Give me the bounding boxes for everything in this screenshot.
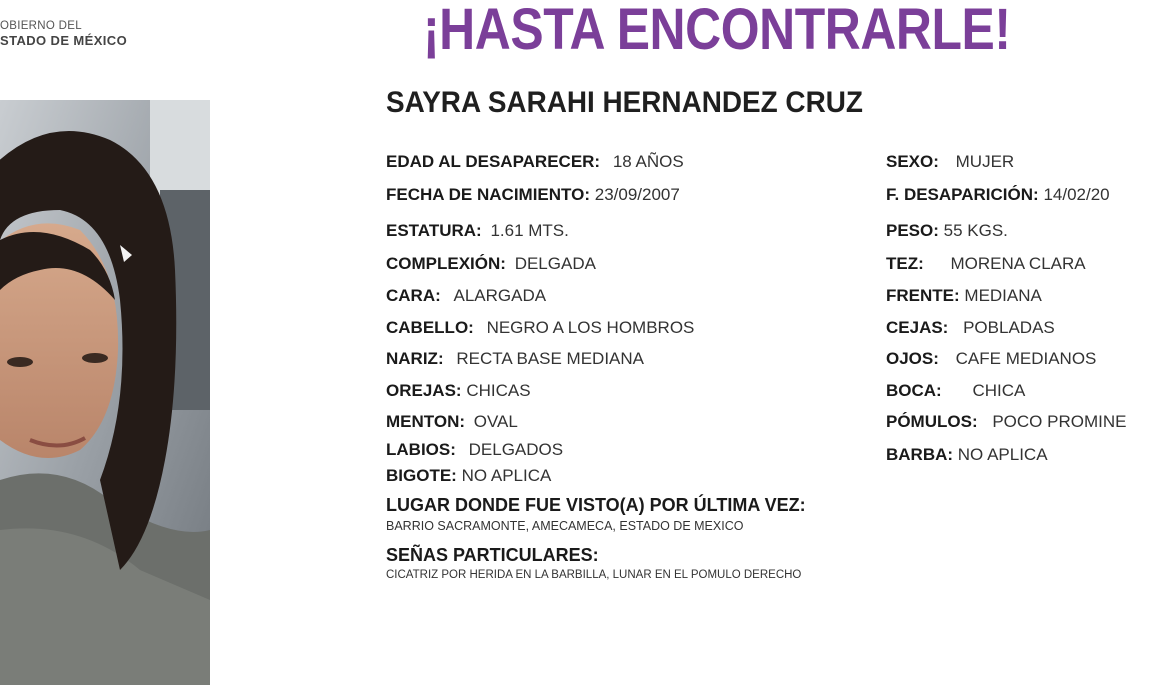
field-complexion (386, 254, 596, 274)
field-label: BIGOTE: (386, 466, 457, 485)
field-value: ALARGADA (453, 286, 547, 305)
field-cabello (386, 318, 694, 338)
field-value: POBLADAS (963, 318, 1055, 337)
field-label: BARBA: (886, 445, 954, 464)
field-value: CHICAS (466, 381, 531, 400)
field-label: ESTATURA: (386, 221, 482, 240)
field-label: BOCA: (886, 381, 942, 400)
person-photo (0, 100, 210, 685)
field-bigote (386, 466, 551, 486)
field-value: POCO PROMINE (992, 412, 1127, 431)
field-value: CAFE MEDIANOS (955, 349, 1097, 368)
field-cejas (886, 318, 1055, 338)
field-cara (386, 286, 546, 306)
field-ojos (886, 349, 1096, 369)
field-label: PÓMULOS: (886, 412, 978, 431)
field-value: 23/09/2007 (594, 185, 680, 204)
field-value: CHICA (972, 381, 1026, 400)
logo-line-2: STADO DE MÉXICO (0, 33, 128, 48)
field-fecha-nacimiento (386, 185, 680, 205)
field-value: DELGADOS (468, 440, 564, 459)
field-fecha-desaparicion (886, 185, 1110, 205)
field-label: CEJAS: (886, 318, 949, 337)
field-estatura (386, 221, 569, 241)
field-value: 14/02/20 (1043, 185, 1110, 204)
field-value: OVAL (473, 412, 518, 431)
field-value: MEDIANA (964, 286, 1042, 305)
field-value: MORENA CLARA (950, 254, 1086, 273)
field-label: OREJAS: (386, 381, 462, 400)
field-value: 18 AÑOS (612, 152, 684, 171)
field-label: SEXO: (886, 152, 939, 171)
distinguishing-marks-label: SEÑAS PARTICULARES: (386, 545, 599, 565)
field-label: TEZ: (886, 254, 924, 273)
field-label: FRENTE: (886, 286, 960, 305)
field-label: F. DESAPARICIÓN: (886, 185, 1039, 204)
field-barba (886, 445, 1048, 465)
field-value: NO APLICA (957, 445, 1048, 464)
field-value: NO APLICA (461, 466, 552, 485)
field-sexo (886, 152, 1014, 172)
field-label: MENTON: (386, 412, 466, 431)
field-pomulos (886, 412, 1126, 432)
field-label: LABIOS: (386, 440, 456, 459)
field-value: 1.61 MTS. (490, 221, 569, 240)
distinguishing-marks-value: CICATRIZ POR HERIDA EN LA BARBILLA, LUNAR EN EL POMULO DERECHO (386, 569, 802, 581)
person-name: SAYRA SARAHI HERNANDEZ CRUZ (386, 86, 863, 119)
field-value: NEGRO A LOS HOMBROS (486, 318, 695, 337)
government-logo (0, 20, 150, 48)
field-boca (886, 381, 1025, 401)
headline: ¡HASTA ENCONTRARLE! (423, 0, 1011, 62)
field-frente (886, 286, 1042, 306)
field-edad (386, 152, 684, 172)
person-photo-illustration (0, 100, 210, 685)
logo-line-1: OBIERNO DEL (0, 20, 82, 32)
field-label: FECHA DE NACIMIENTO: (386, 185, 590, 204)
field-value: 55 KGS. (943, 221, 1008, 240)
last-seen-label: LUGAR DONDE FUE VISTO(A) POR ÚLTIMA VEZ: (386, 495, 806, 515)
last-seen-value: BARRIO SACRAMONTE, AMECAMECA, ESTADO DE MEXICO (386, 519, 744, 533)
field-peso (886, 221, 1008, 241)
field-labios (386, 440, 563, 460)
field-nariz (386, 349, 644, 369)
field-value: MUJER (955, 152, 1015, 171)
field-label: EDAD AL DESAPARECER: (386, 152, 601, 171)
field-label: CARA: (386, 286, 441, 305)
field-label: OJOS: (886, 349, 939, 368)
field-label: NARIZ: (386, 349, 444, 368)
field-tez (886, 254, 1086, 274)
field-value: RECTA BASE MEDIANA (456, 349, 645, 368)
field-orejas (386, 381, 531, 401)
field-value: DELGADA (514, 254, 596, 273)
field-menton (386, 412, 518, 432)
field-label: PESO: (886, 221, 939, 240)
field-label: COMPLEXIÓN: (386, 254, 506, 273)
field-label: CABELLO: (386, 318, 474, 337)
